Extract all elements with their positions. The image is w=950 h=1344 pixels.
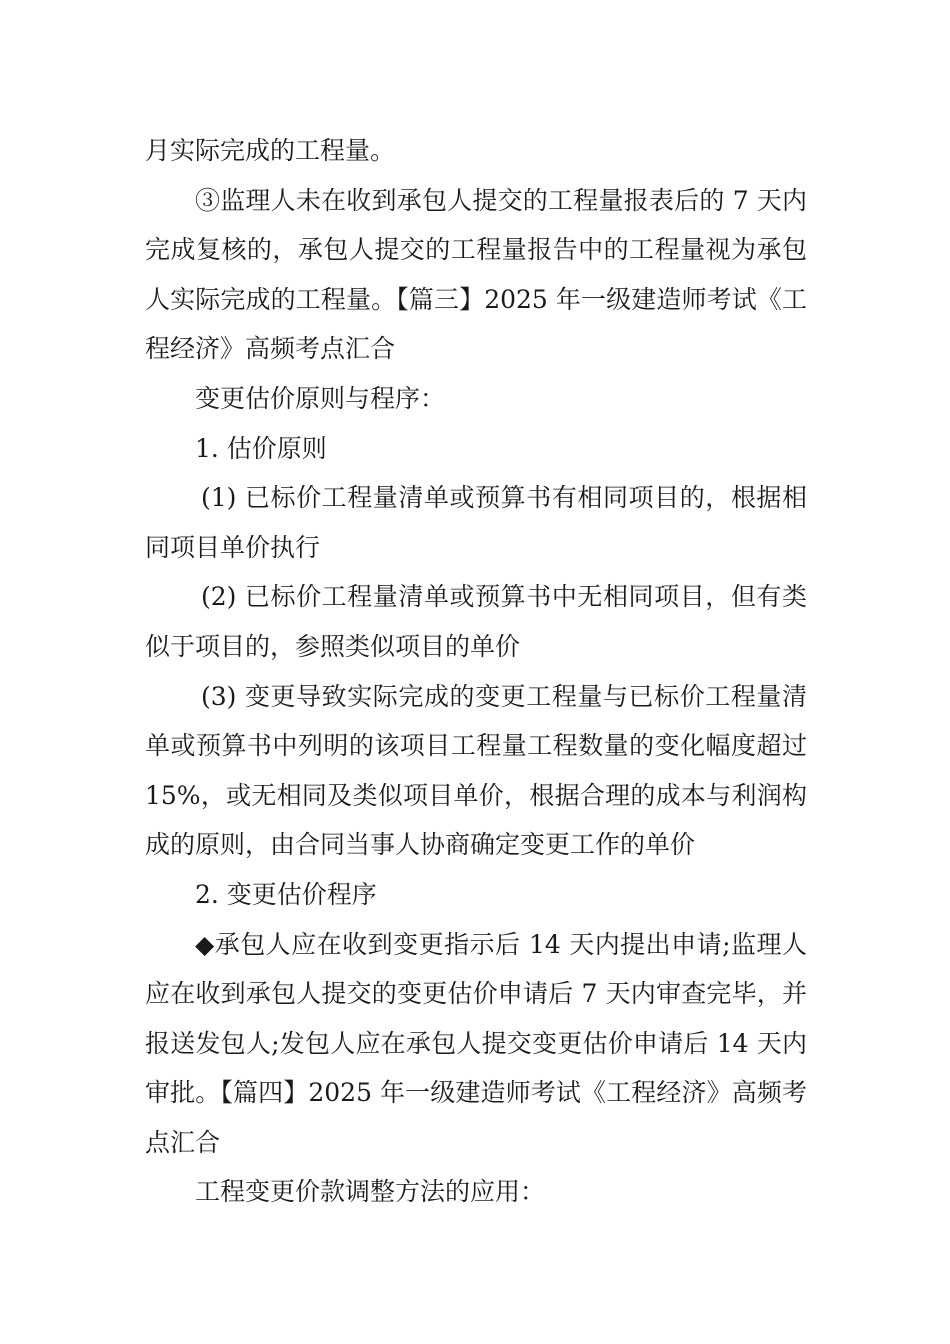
list-item-principle-3: (3) 变更导致实际完成的变更工程量与已标价工程量清单或预算书中列明的该项目工程量工程数量的变化幅度超过 15%，或无相同及类似项目单价，根据合理的成本与利润构成的原则，由合同当事人协商确定变更工作的单价 (145, 681, 807, 860)
document-body (145, 126, 807, 1217)
paragraph-section-intro: 变更估价原则与程序： (195, 383, 446, 413)
list-item-principle-1: (1) 已标价工程量清单或预算书有相同项目的，根据相同项目单价执行 (145, 483, 807, 562)
paragraph-adjustment-methods: 工程变更价款调整方法的应用： (195, 1177, 546, 1207)
heading-valuation-procedure: 2. 变更估价程序 (195, 879, 377, 909)
paragraph-continuation: 月实际完成的工程量。 (145, 136, 396, 165)
paragraph-procedure-detail: ◆承包人应在收到变更指示后 14 天内提出申请;监理人应在收到承包人提交的变更估价申请后 7 天内审查完毕，并报送发包人;发包人应在承包人提交变更估价申请后 14 天内审批。【篇四】2025 年一级建造师考试《工程经济》高频考点汇合 (145, 929, 807, 1157)
heading-valuation-principles: 1. 估价原则 (195, 433, 327, 463)
list-item-principle-2: (2) 已标价工程量清单或预算书中无相同项目，但有类似于项目的，参照类似项目的单价 (145, 582, 807, 661)
paragraph-rule-3: ③监理人未在收到承包人提交的工程量报表后的 7 天内完成复核的，承包人提交的工程量报告中的工程量视为承包人实际完成的工程量。【篇三】2025 年一级建造师考试《工程经济》高频考点汇合 (145, 185, 807, 364)
